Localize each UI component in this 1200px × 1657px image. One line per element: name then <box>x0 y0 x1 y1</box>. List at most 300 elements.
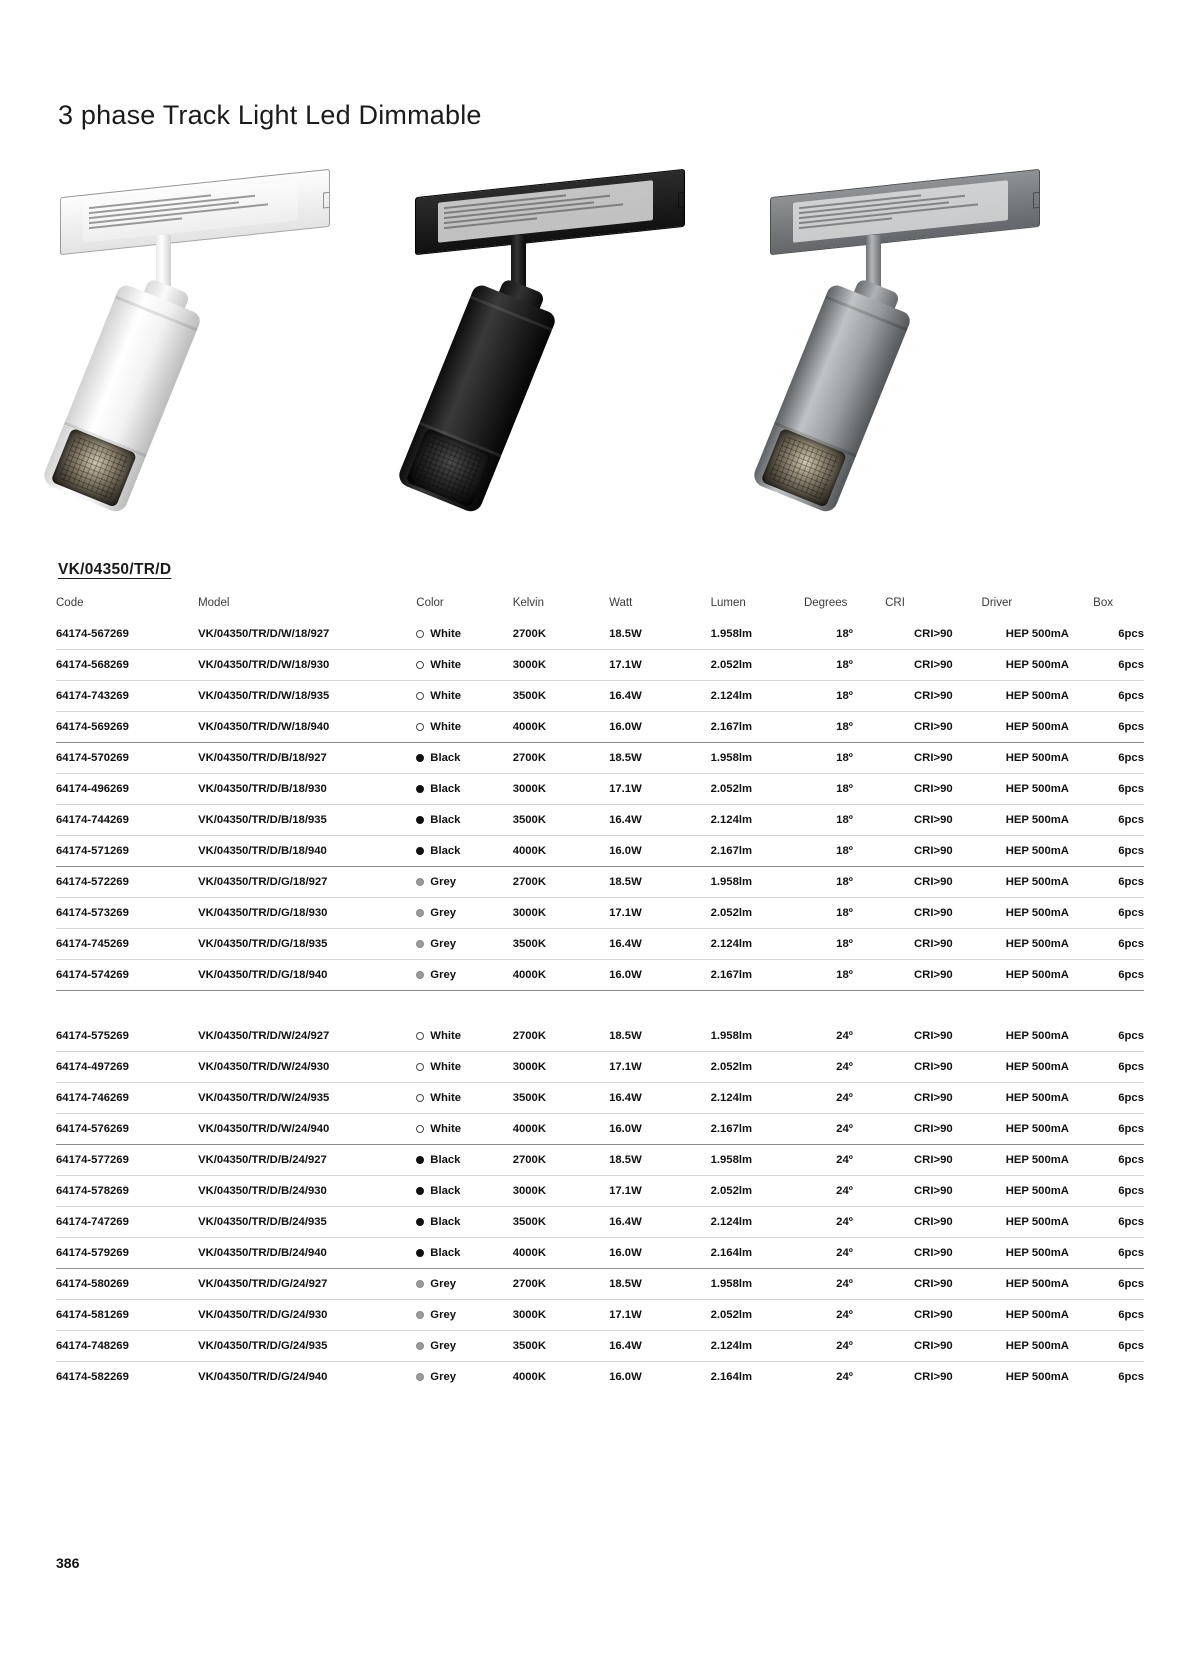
cell-code: 64174-573269 <box>56 898 198 929</box>
lens-reflector-icon <box>51 428 138 508</box>
cell-box: 6pcs <box>1093 650 1144 681</box>
cell-driver: HEP 500mA <box>982 1145 1094 1176</box>
cell-driver: HEP 500mA <box>982 650 1094 681</box>
cell-lumen: 1.958lm <box>711 1021 804 1052</box>
cell-model: VK/04350/TR/D/G/18/935 <box>198 929 416 960</box>
cell-watt: 16.0W <box>609 960 710 991</box>
cell-color <box>416 1176 512 1207</box>
cell-cri: CRI>90 <box>885 1300 981 1331</box>
cell-model: VK/04350/TR/D/B/18/940 <box>198 836 416 867</box>
cell-kelvin: 2700K <box>513 619 609 650</box>
color-label: Grey <box>430 938 457 951</box>
cell-lumen: 2.167lm <box>711 1114 804 1145</box>
cell-kelvin: 2700K <box>513 1021 609 1052</box>
cell-watt: 16.0W <box>609 836 710 867</box>
cell-kelvin: 3500K <box>513 681 609 712</box>
cell-watt: 16.0W <box>609 1238 710 1269</box>
color-swatch-icon <box>416 1187 424 1195</box>
cell-watt: 17.1W <box>609 650 710 681</box>
cell-box: 6pcs <box>1093 1176 1144 1207</box>
cell-color <box>416 619 512 650</box>
table-row[interactable] <box>56 712 1144 743</box>
spotlight-body-icon <box>396 283 558 515</box>
cell-kelvin: 3000K <box>513 898 609 929</box>
cell-code: 64174-743269 <box>56 681 198 712</box>
cell-kelvin: 3500K <box>513 805 609 836</box>
cell-model: VK/04350/TR/D/B/24/930 <box>198 1176 416 1207</box>
cell-watt: 18.5W <box>609 1269 710 1300</box>
driver-label-icon <box>83 180 298 243</box>
cell-watt: 16.4W <box>609 1083 710 1114</box>
cell-degrees: 24º <box>804 1238 885 1269</box>
table-row[interactable] <box>56 1207 1144 1238</box>
table-row[interactable] <box>56 898 1144 929</box>
cell-model: VK/04350/TR/D/W/24/930 <box>198 1052 416 1083</box>
table-header-row <box>56 593 1144 619</box>
cell-lumen: 1.958lm <box>711 1269 804 1300</box>
cell-kelvin: 2700K <box>513 1269 609 1300</box>
specifications-table <box>56 593 1144 1392</box>
cell-degrees: 18º <box>804 805 885 836</box>
table-row[interactable] <box>56 1269 1144 1300</box>
cell-cri: CRI>90 <box>885 1269 981 1300</box>
cell-cri: CRI>90 <box>885 836 981 867</box>
cell-code: 64174-577269 <box>56 1145 198 1176</box>
cell-kelvin: 4000K <box>513 1238 609 1269</box>
cell-degrees: 18º <box>804 774 885 805</box>
color-label: White <box>430 1061 462 1074</box>
color-swatch-icon <box>416 1156 424 1164</box>
driver-housing-icon <box>60 169 330 255</box>
table-row[interactable] <box>56 1114 1144 1145</box>
cell-box: 6pcs <box>1093 929 1144 960</box>
color-swatch-icon <box>416 1125 424 1133</box>
cell-box: 6pcs <box>1093 1207 1144 1238</box>
cell-driver: HEP 500mA <box>982 1300 1094 1331</box>
table-row[interactable] <box>56 836 1144 867</box>
driver-housing-icon <box>770 169 1040 255</box>
cell-kelvin: 3000K <box>513 650 609 681</box>
cell-watt: 18.5W <box>609 1021 710 1052</box>
cell-watt: 16.0W <box>609 712 710 743</box>
color-label: White <box>430 721 462 734</box>
cell-box: 6pcs <box>1093 960 1144 991</box>
cell-degrees: 18º <box>804 867 885 898</box>
table-row[interactable] <box>56 1176 1144 1207</box>
cell-kelvin: 4000K <box>513 712 609 743</box>
lens-reflector-icon <box>406 428 493 508</box>
cell-driver: HEP 500mA <box>982 619 1094 650</box>
color-label: White <box>430 690 462 703</box>
cell-watt: 16.4W <box>609 1207 710 1238</box>
cell-lumen: 2.052lm <box>711 650 804 681</box>
cell-driver: HEP 500mA <box>982 929 1094 960</box>
cell-box: 6pcs <box>1093 712 1144 743</box>
cell-lumen: 2.052lm <box>711 1300 804 1331</box>
column-header-color: Color <box>416 597 444 609</box>
cell-code: 64174-571269 <box>56 836 198 867</box>
cell-box: 6pcs <box>1093 1114 1144 1145</box>
cell-color <box>416 1021 512 1052</box>
driver-label-icon <box>793 180 1008 243</box>
column-header-degrees: Degrees <box>803 597 848 609</box>
color-swatch-icon <box>416 1063 424 1071</box>
color-swatch-icon <box>416 1280 424 1288</box>
cell-model: VK/04350/TR/D/B/24/935 <box>198 1207 416 1238</box>
column-header-kelvin: Kelvin <box>512 597 545 609</box>
lens-reflector-icon <box>761 428 848 508</box>
cell-lumen: 2.124lm <box>711 681 804 712</box>
cell-color <box>416 1300 512 1331</box>
color-swatch-icon <box>416 1342 424 1350</box>
cell-cri: CRI>90 <box>885 929 981 960</box>
cell-watt: 17.1W <box>609 774 710 805</box>
table-block-separator-cell <box>56 991 1144 1022</box>
product-image-grey <box>766 173 1106 533</box>
cell-box: 6pcs <box>1093 681 1144 712</box>
cell-driver: HEP 500mA <box>982 1021 1094 1052</box>
cell-lumen: 2.124lm <box>711 805 804 836</box>
cell-lumen: 1.958lm <box>711 1145 804 1176</box>
color-label: Black <box>430 1154 461 1167</box>
cell-model: VK/04350/TR/D/G/18/940 <box>198 960 416 991</box>
cell-kelvin: 3500K <box>513 1207 609 1238</box>
cell-lumen: 2.052lm <box>711 774 804 805</box>
cell-code: 64174-576269 <box>56 1114 198 1145</box>
cell-model: VK/04350/TR/D/B/18/927 <box>198 743 416 774</box>
cell-box: 6pcs <box>1093 1052 1144 1083</box>
cell-degrees: 18º <box>804 929 885 960</box>
cell-driver: HEP 500mA <box>982 1207 1094 1238</box>
cell-color <box>416 805 512 836</box>
cell-kelvin: 2700K <box>513 867 609 898</box>
color-swatch-icon <box>416 661 424 669</box>
cell-watt: 18.5W <box>609 743 710 774</box>
cell-cri: CRI>90 <box>885 1238 981 1269</box>
table-row[interactable] <box>56 1021 1144 1052</box>
cell-driver: HEP 500mA <box>982 681 1094 712</box>
cell-driver: HEP 500mA <box>982 867 1094 898</box>
cell-box: 6pcs <box>1093 1300 1144 1331</box>
color-swatch-icon <box>416 1249 424 1257</box>
table-row[interactable] <box>56 960 1144 991</box>
color-swatch-icon <box>416 847 424 855</box>
cell-box: 6pcs <box>1093 805 1144 836</box>
cell-lumen: 2.124lm <box>711 1207 804 1238</box>
cell-driver: HEP 500mA <box>982 712 1094 743</box>
table-row[interactable] <box>56 1331 1144 1362</box>
cell-driver: HEP 500mA <box>982 1269 1094 1300</box>
cell-lumen: 2.167lm <box>711 960 804 991</box>
cell-model: VK/04350/TR/D/G/18/930 <box>198 898 416 929</box>
cell-lumen: 1.958lm <box>711 867 804 898</box>
cell-cri: CRI>90 <box>885 619 981 650</box>
cell-degrees: 24º <box>804 1269 885 1300</box>
cell-driver: HEP 500mA <box>982 805 1094 836</box>
cell-box: 6pcs <box>1093 1021 1144 1052</box>
table-row[interactable] <box>56 867 1144 898</box>
color-swatch-icon <box>416 692 424 700</box>
column-header-watt: Watt <box>609 597 633 609</box>
cell-kelvin: 3500K <box>513 929 609 960</box>
color-swatch-icon <box>416 971 424 979</box>
cell-code: 64174-748269 <box>56 1331 198 1362</box>
cell-lumen: 2.124lm <box>711 929 804 960</box>
cell-model: VK/04350/TR/D/G/24/930 <box>198 1300 416 1331</box>
cell-model: VK/04350/TR/D/B/18/930 <box>198 774 416 805</box>
color-label: Grey <box>430 1371 457 1384</box>
column-header-code: Code <box>56 597 84 609</box>
spotlight-body-icon <box>751 283 913 515</box>
table-row[interactable] <box>56 805 1144 836</box>
cell-code: 64174-568269 <box>56 650 198 681</box>
color-swatch-icon <box>416 816 424 824</box>
driver-housing-icon <box>415 169 685 255</box>
cell-lumen: 2.052lm <box>711 898 804 929</box>
cell-kelvin: 2700K <box>513 1145 609 1176</box>
color-label: Black <box>430 752 461 765</box>
color-label: Black <box>430 1247 461 1260</box>
cell-driver: HEP 500mA <box>982 1176 1094 1207</box>
page-number: 386 <box>56 1555 80 1571</box>
cell-box: 6pcs <box>1093 619 1144 650</box>
cell-color <box>416 1362 512 1393</box>
color-swatch-icon <box>416 1311 424 1319</box>
color-label: Black <box>430 783 461 796</box>
cell-kelvin: 4000K <box>512 1371 546 1384</box>
cell-kelvin: 3000K <box>513 774 609 805</box>
cell-driver: HEP 500mA <box>982 898 1094 929</box>
color-swatch-icon <box>416 940 424 948</box>
cell-driver: HEP 500mA <box>982 1114 1094 1145</box>
cell-lumen: 1.958lm <box>711 619 804 650</box>
table-row[interactable] <box>56 650 1144 681</box>
cell-kelvin: 3500K <box>513 1083 609 1114</box>
cell-cri: CRI>90 <box>885 1207 981 1238</box>
cell-cri: CRI>90 <box>885 743 981 774</box>
color-swatch-icon <box>416 630 424 638</box>
table-row[interactable] <box>56 1052 1144 1083</box>
table-row[interactable] <box>56 1300 1144 1331</box>
cell-code: 64174-567269 <box>56 619 198 650</box>
driver-connector-icon <box>1033 191 1040 209</box>
cell-driver: HEP 500mA <box>982 960 1094 991</box>
cell-model: VK/04350/TR/D/W/18/930 <box>198 650 416 681</box>
cell-driver: HEP 500mA <box>982 1052 1094 1083</box>
cell-cri: CRI>90 <box>914 1371 953 1384</box>
cell-degrees: 18º <box>804 712 885 743</box>
cell-cri: CRI>90 <box>885 1052 981 1083</box>
cell-code: 64174-578269 <box>56 1176 198 1207</box>
table-body <box>56 619 1144 1392</box>
column-header-model: Model <box>198 597 230 609</box>
cell-kelvin: 2700K <box>513 743 609 774</box>
cell-cri: CRI>90 <box>885 1145 981 1176</box>
cell-color <box>416 774 512 805</box>
cell-code: 64174-574269 <box>56 960 198 991</box>
cell-model: VK/04350/TR/D/G/24/935 <box>198 1331 416 1362</box>
color-label: Grey <box>430 876 457 889</box>
cell-model: VK/04350/TR/D/B/24/927 <box>198 1145 416 1176</box>
table-row[interactable] <box>56 1238 1144 1269</box>
cell-watt: 18.5W <box>609 867 710 898</box>
cell-color <box>416 1331 512 1362</box>
cell-model: VK/04350/TR/D/B/24/940 <box>198 1238 416 1269</box>
cell-code: 64174-497269 <box>56 1052 198 1083</box>
cell-degrees: 18º <box>804 681 885 712</box>
color-label: Grey <box>430 969 457 982</box>
cell-watt: 17.1W <box>609 898 710 929</box>
table-row[interactable] <box>56 1362 1144 1393</box>
cell-degrees: 18º <box>804 650 885 681</box>
color-swatch-icon <box>416 1032 424 1040</box>
table-row[interactable] <box>56 1083 1144 1114</box>
cell-model: VK/04350/TR/D/W/18/927 <box>198 619 416 650</box>
table-row[interactable] <box>56 743 1144 774</box>
cell-watt: 17.1W <box>609 1176 710 1207</box>
cell-box: 6pcs <box>1093 1145 1144 1176</box>
cell-model: VK/04350/TR/D/W/18/940 <box>198 712 416 743</box>
cell-box: 6pcs <box>1093 898 1144 929</box>
cell-color <box>416 1114 512 1145</box>
cell-model: VK/04350/TR/D/W/18/935 <box>198 681 416 712</box>
cell-degrees: 24º <box>804 1300 885 1331</box>
cell-watt: 17.1W <box>609 1052 710 1083</box>
spotlight-body-icon <box>41 283 203 515</box>
cell-model: VK/04350/TR/D/W/24/927 <box>198 1021 416 1052</box>
color-swatch-icon <box>416 878 424 886</box>
cell-color <box>416 836 512 867</box>
page-title: 3 phase Track Light Led Dimmable <box>58 100 482 130</box>
cell-code: 64174-744269 <box>56 805 198 836</box>
product-image-strip <box>56 173 1144 533</box>
table-row[interactable] <box>56 1145 1144 1176</box>
color-swatch-icon <box>416 1373 424 1381</box>
cell-code: 64174-575269 <box>56 1021 198 1052</box>
cell-box: 6pcs <box>1093 867 1144 898</box>
column-header-lumen: Lumen <box>710 597 746 609</box>
cell-degrees: 24º <box>836 1371 853 1384</box>
table-block-separator <box>56 991 1144 1022</box>
cell-color <box>416 1207 512 1238</box>
cell-box: 6pcs <box>1093 836 1144 867</box>
color-label: Black <box>430 814 461 827</box>
cell-color <box>416 867 512 898</box>
cell-box: 6pcs <box>1093 1083 1144 1114</box>
color-label: Black <box>430 1185 461 1198</box>
cell-lumen: 2.124lm <box>711 1331 804 1362</box>
cell-driver: HEP 500mA <box>982 774 1094 805</box>
color-swatch-icon <box>416 1094 424 1102</box>
cell-color <box>416 1052 512 1083</box>
cell-watt: 16.0W <box>609 1371 642 1384</box>
cell-model: VK/04350/TR/D/G/18/927 <box>198 867 416 898</box>
cell-degrees: 24º <box>804 1207 885 1238</box>
cell-model: VK/04350/TR/D/G/24/940 <box>198 1371 328 1384</box>
color-swatch-icon <box>416 723 424 731</box>
cell-kelvin: 3000K <box>513 1300 609 1331</box>
driver-label-icon <box>438 180 653 243</box>
cell-code: 64174-579269 <box>56 1238 198 1269</box>
cell-cri: CRI>90 <box>885 712 981 743</box>
cell-code: 64174-572269 <box>56 867 198 898</box>
cell-lumen: 2.164lm <box>710 1371 753 1384</box>
cell-degrees: 18º <box>804 836 885 867</box>
cell-degrees: 18º <box>804 743 885 774</box>
cell-color <box>416 681 512 712</box>
cell-code: 64174-496269 <box>56 774 198 805</box>
cell-degrees: 24º <box>804 1021 885 1052</box>
cell-color <box>416 960 512 991</box>
cell-code: 64174-747269 <box>56 1207 198 1238</box>
color-label: White <box>430 1092 462 1105</box>
column-header-cri: CRI <box>885 597 905 609</box>
cell-cri: CRI>90 <box>885 960 981 991</box>
product-image-black <box>411 173 751 533</box>
cell-code: 64174-582269 <box>56 1371 129 1384</box>
cell-lumen: 2.124lm <box>711 1083 804 1114</box>
product-image-white <box>56 173 396 533</box>
cell-lumen: 2.167lm <box>711 712 804 743</box>
series-code: VK/04350/TR/D <box>58 561 172 578</box>
cell-watt: 18.5W <box>609 619 710 650</box>
cell-watt: 16.4W <box>609 929 710 960</box>
cell-box: 6pcs <box>1093 774 1144 805</box>
table-row[interactable] <box>56 681 1144 712</box>
cell-color <box>416 743 512 774</box>
cell-code: 64174-745269 <box>56 929 198 960</box>
cell-model: VK/04350/TR/D/W/24/935 <box>198 1083 416 1114</box>
cell-degrees: 24º <box>804 1331 885 1362</box>
cell-code: 64174-580269 <box>56 1269 198 1300</box>
cell-watt: 16.4W <box>609 681 710 712</box>
cell-code: 64174-581269 <box>56 1300 198 1331</box>
cell-watt: 16.0W <box>609 1114 710 1145</box>
cell-cri: CRI>90 <box>885 1331 981 1362</box>
cell-color <box>416 898 512 929</box>
driver-connector-icon <box>678 191 685 209</box>
cell-degrees: 18º <box>804 960 885 991</box>
cell-driver: HEP 500mA <box>982 1083 1094 1114</box>
cell-watt: 16.4W <box>609 805 710 836</box>
cell-degrees: 18º <box>804 898 885 929</box>
cell-color <box>416 650 512 681</box>
color-label: Grey <box>430 1309 457 1322</box>
color-label: White <box>430 628 462 641</box>
cell-cri: CRI>90 <box>885 805 981 836</box>
cell-cri: CRI>90 <box>885 681 981 712</box>
cell-model: VK/04350/TR/D/B/18/935 <box>198 805 416 836</box>
cell-watt: 18.5W <box>609 1145 710 1176</box>
color-swatch-icon <box>416 1218 424 1226</box>
table-row[interactable] <box>56 774 1144 805</box>
table-row[interactable] <box>56 619 1144 650</box>
cell-degrees: 24º <box>804 1176 885 1207</box>
cell-cri: CRI>90 <box>885 867 981 898</box>
color-label: Black <box>430 845 461 858</box>
cell-box: 6pcs <box>1093 1238 1144 1269</box>
cell-code: 64174-570269 <box>56 743 198 774</box>
cell-degrees: 24º <box>804 1052 885 1083</box>
cell-kelvin: 3000K <box>513 1176 609 1207</box>
cell-color <box>416 1269 512 1300</box>
cell-cri: CRI>90 <box>885 1176 981 1207</box>
color-swatch-icon <box>416 754 424 762</box>
cell-lumen: 1.958lm <box>711 743 804 774</box>
cell-degrees: 24º <box>804 1145 885 1176</box>
table-row[interactable] <box>56 929 1144 960</box>
cell-box: 6pcs <box>1093 743 1144 774</box>
